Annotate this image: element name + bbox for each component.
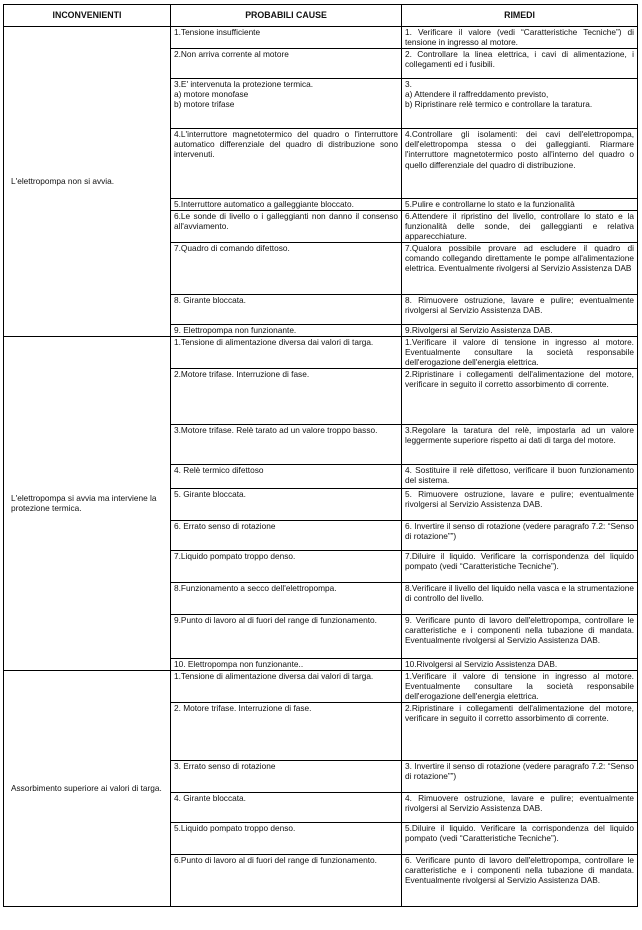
remedy-cell [402, 27, 638, 49]
cause-text: 7.Quadro di comando difettoso. [174, 242, 290, 253]
table-row [4, 336, 638, 368]
cause-text: 3.Motore trifase. Relè tarato ad un valore troppo basso. [174, 424, 378, 435]
cause-cell [171, 324, 402, 336]
table-row [4, 670, 638, 702]
remedy-cell [402, 520, 638, 550]
remedy-text: 10.Rivolgersi al Servizio Assistenza DAB. [405, 658, 558, 669]
remedy-text: 5. Rimuovere ostruzione, lavare e pulire; eventualmente rivolgersi al Servizio Assistenza DAB. [405, 488, 634, 509]
remedy-cell [402, 550, 638, 582]
remedy-text: 7.Diluire il liquido. Verificare la corrispondenza del liquido pompato (vedi “Caratteristiche Tecniche”). [405, 550, 634, 571]
cause-text: 5.Liquido pompato troppo denso. [174, 822, 296, 833]
remedy-text: 3.Regolare la taratura del relè, impostarla ad un valore leggermente superiore rispetto ai dati di targa del motore. [405, 424, 634, 445]
cause-text: 4. Relè termico difettoso [174, 464, 264, 475]
remedy-cell [402, 129, 638, 199]
remedy-text: 6.Attendere il ripristino del livello, controllare lo stato e la funzionalità delle sonde, dei galleggianti e relativa apparecchiature. [405, 211, 634, 242]
remedy-text: 3. [405, 79, 412, 89]
cause-text: 1.Tensione di alimentazione diversa dai valori di targa. [174, 670, 374, 681]
remedy-cell [402, 670, 638, 702]
remedy-cell [402, 211, 638, 243]
cause-cell [171, 488, 402, 520]
remedy-text: 7.Qualora possibile provare ad escludere il quadro di comando collegando direttamente le pompe all'alimentazione elettrica. Eventualmente rivolgersi al Servizio Assistenza DAB [405, 242, 634, 274]
header-inconvenienti: INCONVENIENTI [4, 5, 171, 27]
cause-cell [171, 79, 402, 129]
cause-text: 8. Girante bloccata. [174, 294, 246, 305]
remedy-text: 1.Verificare il valore di tensione in ingresso al motore. Eventualmente consultare la società responsabile dell'erogazione dell'energia elettrica. [405, 670, 634, 702]
problem-cell: Assorbimento superiore ai valori di targa. [4, 670, 171, 906]
cause-text: 1.Tensione insufficiente [174, 27, 261, 37]
cause-text: 3. Errato senso di rotazione [174, 760, 276, 771]
cause-text: 5.Interruttore automatico a galleggiante bloccato. [174, 199, 354, 209]
header-rimedi: RIMEDI [402, 5, 638, 27]
cause-text: 2.Motore trifase. Interruzione di fase. [174, 368, 310, 379]
remedy-cell [402, 614, 638, 658]
remedy-cell [402, 582, 638, 614]
cause-text: b) motore trifase [174, 99, 235, 110]
remedy-text: 6. Invertire il senso di rotazione (vedere paragrafo 7.2: “Senso di rotazione””) [405, 520, 634, 541]
cause-text: 9.Punto di lavoro al di fuori del range di funzionamento. [174, 614, 377, 625]
remedy-text: a) Attendere il raffreddamento previsto, [405, 89, 549, 100]
cause-text: a) motore monofase [174, 89, 249, 100]
remedy-text: 5.Pulire e controllarne lo stato e la funzionalità [405, 199, 575, 209]
cause-cell [171, 760, 402, 792]
remedy-cell [402, 424, 638, 464]
remedy-cell [402, 760, 638, 792]
troubleshooting-table [3, 4, 638, 907]
cause-cell [171, 822, 402, 854]
remedy-text: 9.Rivolgersi al Servizio Assistenza DAB. [405, 324, 553, 335]
remedy-cell [402, 822, 638, 854]
cause-cell [171, 199, 402, 211]
remedy-text: 8. Rimuovere ostruzione, lavare e pulire; eventualmente rivolgersi al Servizio Assistenza DAB. [405, 294, 634, 315]
cause-text: 6.Punto di lavoro al di fuori del range di funzionamento. [174, 854, 377, 865]
cause-cell [171, 49, 402, 79]
cause-text: 4.L'interruttore magnetotermico del quadro o l'interruttore automatico differenziale del quadro di distribuzione sono intervenuti. [174, 129, 398, 160]
cause-cell [171, 242, 402, 294]
cause-cell [171, 614, 402, 658]
cause-cell [171, 211, 402, 243]
problem-cell: L'elettropompa si avvia ma interviene la protezione termica. [4, 336, 171, 670]
cause-cell [171, 27, 402, 49]
cause-cell [171, 854, 402, 906]
remedy-cell [402, 79, 638, 129]
remedy-text: 3. Invertire il senso di rotazione (vedere paragrafo 7.2: “Senso di rotazione””) [405, 760, 634, 781]
cause-text: 6. Errato senso di rotazione [174, 520, 276, 531]
remedy-text: 1. Verificare il valore (vedi “Caratteristiche Tecniche”) di tensione in ingresso al motore. [405, 27, 634, 48]
cause-cell [171, 336, 402, 368]
cause-text: 5. Girante bloccata. [174, 488, 246, 499]
remedy-text: 2.Ripristinare i collegamenti dell'alimentazione del motore, verificare in seguito il corretto assorbimento di corrente. [405, 702, 634, 723]
cause-text: 8.Funzionamento a secco dell'elettropompa. [174, 582, 337, 593]
remedy-text: 2.Ripristinare i collegamenti dell'alimentazione del motore, verificare in seguito il corretto assorbimento di corrente. [405, 368, 634, 389]
cause-cell [171, 129, 402, 199]
remedy-text: 4. Sostituire il relè difettoso, verificare il buon funzionamento del sistema. [405, 464, 634, 485]
remedy-text: b) Ripristinare relè termico e controllare la taratura. [405, 99, 593, 110]
remedy-cell [402, 702, 638, 760]
table-row [4, 27, 638, 49]
cause-cell [171, 702, 402, 760]
remedy-cell [402, 294, 638, 324]
cause-cell [171, 658, 402, 670]
remedy-cell [402, 199, 638, 211]
remedy-text: 6. Verificare punto di lavoro dell'elettropompa, controllare le caratteristiche e i componenti nella tubazione di mandata. Eventualmente rivolgersi al Servizio Assistenza DAB. [405, 854, 634, 886]
header-row [4, 5, 638, 27]
remedy-cell [402, 368, 638, 424]
cause-text: 2.Non arriva corrente al motore [174, 49, 289, 59]
cause-cell [171, 582, 402, 614]
remedy-text: 9. Verificare punto di lavoro dell'elettropompa, controllare le caratteristiche e i componenti nella tubazione di mandata. Eventualmente rivolgersi al Servizio Assistenza DAB. [405, 614, 634, 646]
remedy-cell [402, 658, 638, 670]
table-body [4, 27, 638, 907]
remedy-text: 8.Verificare il livello del liquido nella vasca e la strumentazione di controllo del livello. [405, 582, 634, 603]
cause-text: 6.Le sonde di livello o i galleggianti non danno il consenso all'avviamento. [174, 211, 398, 232]
problem-cell: L'elettropompa non si avvia. [4, 27, 171, 337]
remedy-text: 1.Verificare il valore di tensione in ingresso al motore. Eventualmente consultare la società responsabile dell'erogazione dell'energia elettrica. [405, 336, 634, 368]
cause-cell [171, 792, 402, 822]
cause-text: 2. Motore trifase. Interruzione di fase. [174, 702, 312, 713]
header-probabili-cause: PROBABILI CAUSE [171, 5, 402, 27]
cause-cell [171, 670, 402, 702]
cause-cell [171, 424, 402, 464]
remedy-text: 2. Controllare la linea elettrica, i cavi di alimentazione, i collegamenti ed i fusibili. [405, 49, 634, 70]
cause-cell [171, 550, 402, 582]
cause-cell [171, 294, 402, 324]
remedy-cell [402, 792, 638, 822]
cause-text: 4. Girante bloccata. [174, 792, 246, 803]
remedy-cell [402, 464, 638, 488]
cause-text: 10. Elettropompa non funzionante.. [174, 658, 304, 669]
cause-text: 3.E' intervenuta la protezione termica. [174, 79, 314, 89]
remedy-cell [402, 49, 638, 79]
cause-cell [171, 520, 402, 550]
cause-text: 9. Elettropompa non funzionante. [174, 324, 297, 335]
remedy-cell [402, 488, 638, 520]
remedy-cell [402, 324, 638, 336]
remedy-text: 4.Controllare gli isolamenti: dei cavi dell'elettropompa, dell'elettropompa stessa o dei galleggianti. Riarmare l'interruttore magnetotermico posto all'interno del quadro o quello differenziale del quadro di distribuzione. [405, 129, 634, 170]
cause-cell [171, 464, 402, 488]
cause-cell [171, 368, 402, 424]
cause-text: 7.Liquido pompato troppo denso. [174, 550, 296, 561]
remedy-cell [402, 242, 638, 294]
remedy-cell [402, 854, 638, 906]
remedy-text: 5.Diluire il liquido. Verificare la corrispondenza del liquido pompato (vedi “Caratteristiche Tecniche”). [405, 822, 634, 843]
remedy-cell [402, 336, 638, 368]
remedy-text: 4. Rimuovere ostruzione, lavare e pulire; eventualmente rivolgersi al Servizio Assistenza DAB. [405, 792, 634, 813]
cause-text: 1.Tensione di alimentazione diversa dai valori di targa. [174, 336, 374, 347]
